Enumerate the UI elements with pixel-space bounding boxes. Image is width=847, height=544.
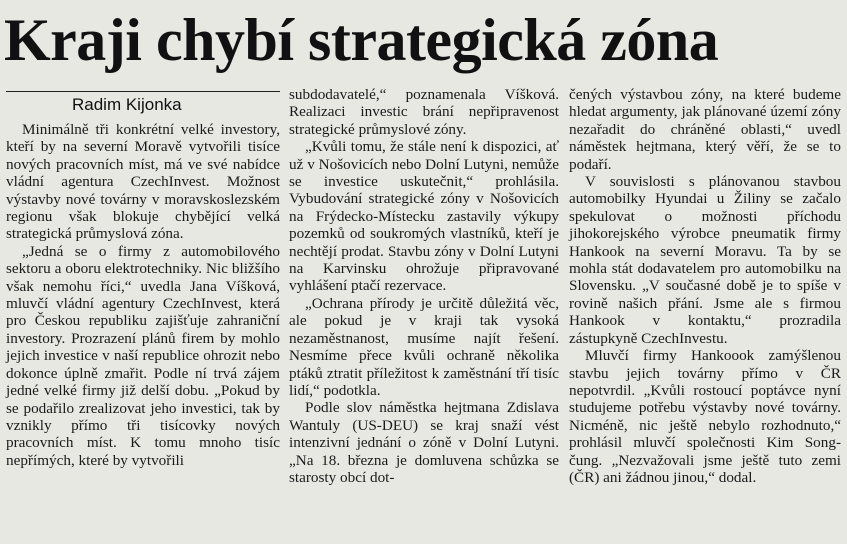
byline-author: Radim Kijonka: [72, 95, 182, 114]
paragraph: Podle slov náměstka hejtmana Zdislava Wantuly (US-DEU) se kraj snaží vést intenzivní jednání o zóně v Dolní Lutyni. „Na 18. března je domluvena schůzka se starosty obcí dot-: [289, 399, 559, 486]
paragraph: Minimálně tři konkrétní velké investory, kteří by na severní Moravě vytvořili tisíce nových pracovních míst, má ve své nabídce vládní agentura CzechInvest. Možnost výstavby nové továrny v moravskoslezském regionu však blokuje chybějící velká strategická průmyslová zóna.: [6, 121, 280, 243]
paragraph: „Kvůli tomu, že stále není k dispozici, ať už v Nošovicích nebo Dolní Lutyni, nemůže se investice uskutečnit,“ prohlásila. Vybudování strategické zóny v Nošovicích na Frýdecko-Místecku zastavily výkupy pozemků od soukromých vlastníků, kteří je nechtějí prodat. Stavbu zóny v Dolní Lutyni na Karvinsku ohrožuje připravované vyhlášení ptačí rezervace.: [289, 138, 559, 295]
headline: Kraji chybí strategická zóna: [4, 7, 719, 73]
paragraph: Mluvčí firmy Hankoook zamýšlenou stavbu jejich továrny přímo v ČR nepotvrdil. „Kvůli rostoucí poptávce nyní studujeme potřebu výstavby nové továrny. Nicméně, nic ještě nebylo rozhodnuto,“ prohlásil mluvčí společnosti Kim Song-čung. „Nezvažovali jsme ještě tuto zemi (ČR) ani žádnou jinou,“ dodal.: [569, 347, 841, 486]
paragraph: „Jedná se o firmy z automobilového sektoru a oboru elektrotechniky. Nic bližšího však nemohu říci,“ uvedla Jana Víšková, mluvčí vládní agentury CzechInvest, která pro Českou republiku zajišťuje zahraniční investory. Prozrazení plánů firem by mohlo jejich investice v naší republice ohrozit nebo dokonce úplně zmařit. Podle ní trvá zájem jedné velké firmy již delší dobu. „Pokud by se podařilo zrealizovat jeho investici, tak by vznikly přímo tři tisícovky nových pracovních míst. K tomu mnoho tisíc nepřímých, které by vytvořili: [6, 242, 280, 469]
article-column-3: [569, 86, 841, 486]
paragraph: V souvislosti s plánovanou stavbou automobilky Hyundai u Žiliny se začalo spekulovat o možnosti příchodu jihokorejského výrobce pneumatik firmy Hankook na severní Moravu. Ta by se mohla stát dodavatelem pro automobilku na Slovensku. „V současné době je to spíše v rovině našich přání. Jsme ale s firmou Hankook v kontaktu,“ prozradila zástupkyně CzechInvestu.: [569, 173, 841, 347]
paragraph: čených výstavbou zóny, na které budeme hledat argumenty, jak plánované území zóny nezařadit do chráněné oblasti,“ uvedl náměstek hejtmana, který věří, že se to podaří.: [569, 86, 841, 173]
paragraph: subdodavatelé,“ poznamenala Víšková. Realizaci investic brání nepřipravenost strategické průmyslové zóny.: [289, 86, 559, 138]
paragraph: „Ochrana přírody je určitě důležitá věc, ale pokud je v kraji tak vysoká nezaměstnanost, musíme najít řešení. Nesmíme přece kvůli ochraně několika ptáků ztratit příležitost k zaměstnání tří tisíc lidí,“ podotkla.: [289, 294, 559, 399]
article-column-1: [6, 121, 280, 469]
byline-rule: [6, 91, 280, 92]
article-column-2: [289, 86, 559, 486]
